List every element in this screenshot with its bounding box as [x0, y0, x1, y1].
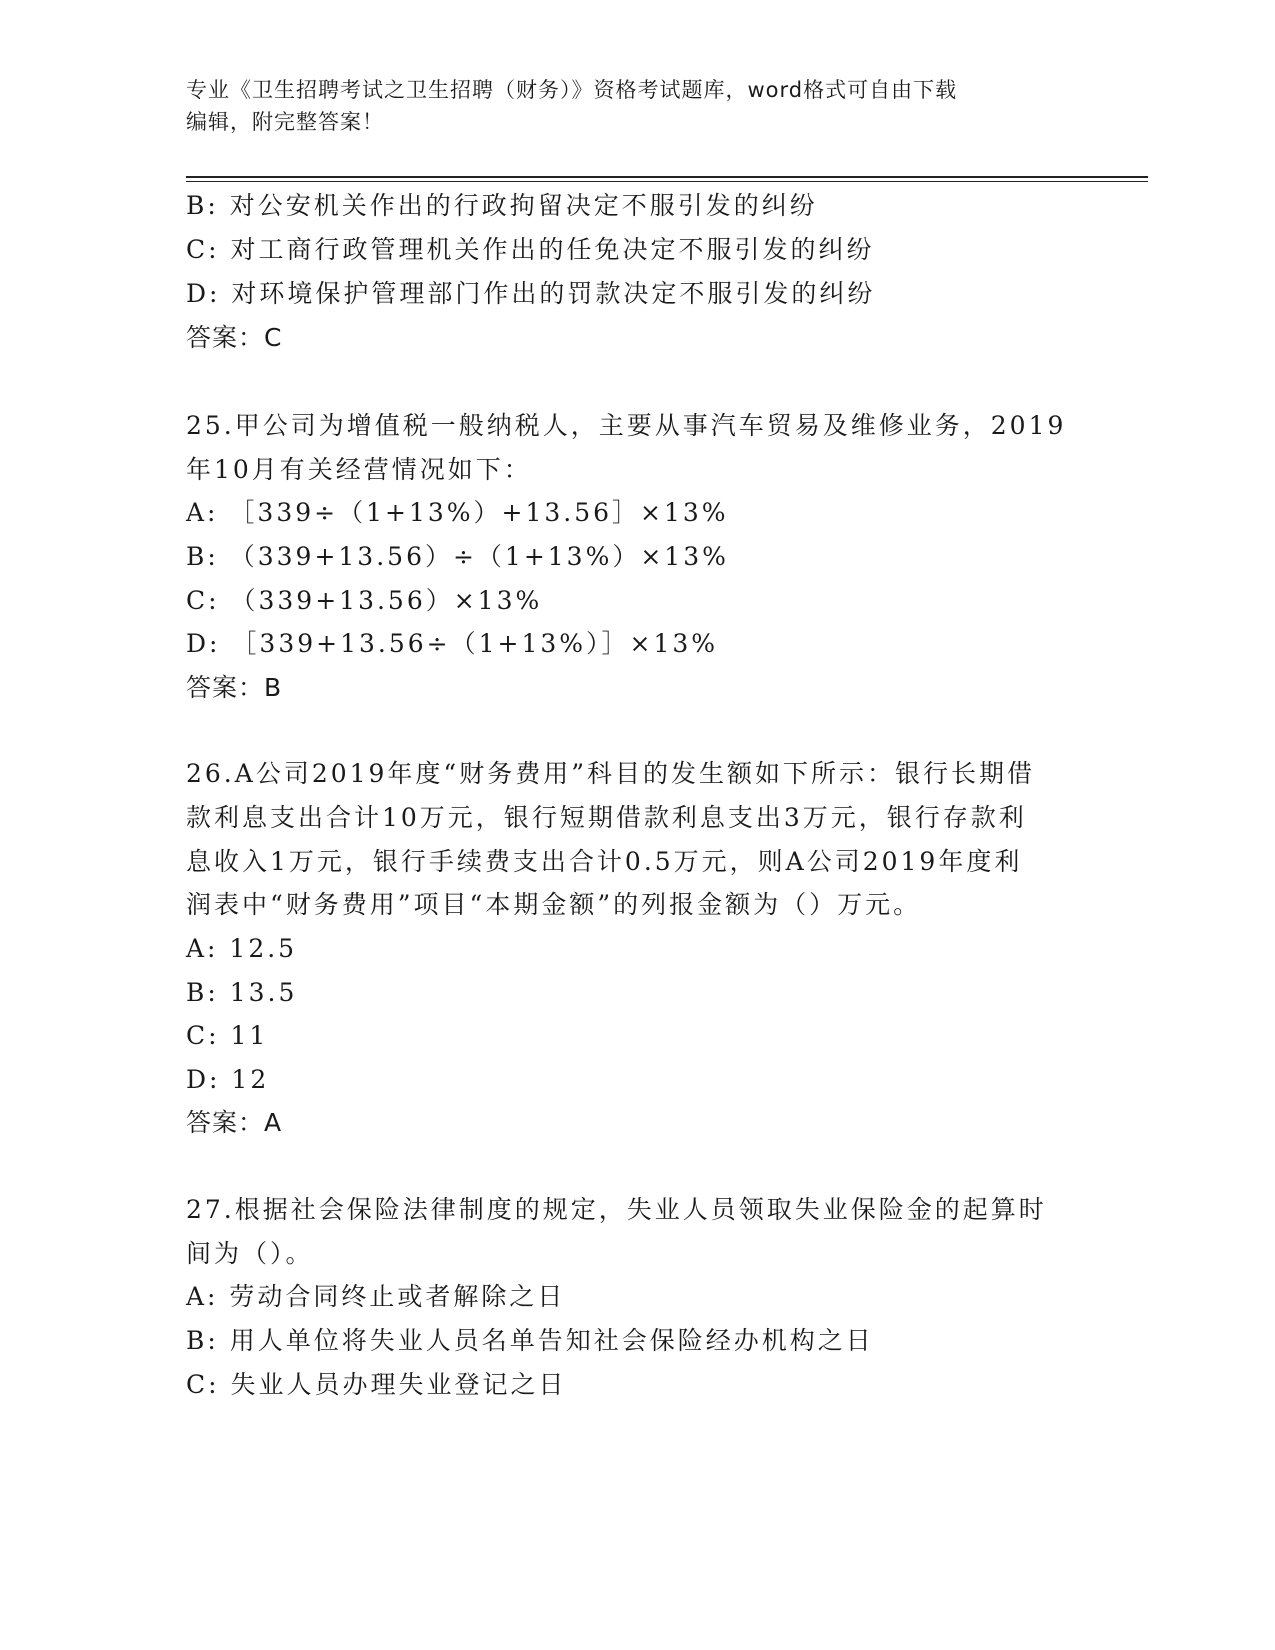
q24-answer: 答案：C — [186, 323, 283, 352]
q26-stem-line-3: 息收入1万元，银行手续费支出合计0.5万元，则A公司2019年度利 — [186, 847, 1023, 876]
q24-option-b: B: 对公安机关作出的行政拘留决定不服引发的纠纷 — [186, 191, 818, 220]
q27-stem-line-1: 27.根据社会保险法律制度的规定，失业人员领取失业保险金的起算时 — [186, 1195, 1047, 1224]
header-rule-thin — [186, 181, 1148, 182]
header-line-2: 编辑，附完整答案！ — [186, 110, 384, 134]
q25-option-b: B: （339+13.56）÷（1+13%）×13% — [186, 542, 729, 571]
q26-option-a: A: 12.5 — [186, 934, 298, 963]
q25-stem-line-2: 年10月有关经营情况如下： — [186, 455, 532, 484]
q26-option-c: C: 11 — [186, 1021, 269, 1050]
q27-stem-line-2: 间为（）。 — [186, 1239, 314, 1268]
header-line-1: 专业《卫生招聘考试之卫生招聘（财务）》资格考试题库，word格式可自由下载 — [186, 78, 958, 102]
q27-option-b: B: 用人单位将失业人员名单告知社会保险经办机构之日 — [186, 1326, 874, 1355]
q25-option-c: C: （339+13.56）×13% — [186, 586, 543, 615]
q24-option-d: D: 对环境保护管理部门作出的罚款决定不服引发的纠纷 — [186, 279, 876, 308]
q26-answer: 答案：A — [186, 1108, 283, 1137]
q27-option-c: C: 失业人员办理失业登记之日 — [186, 1370, 567, 1399]
q25-option-d: D: ［339+13.56÷（1+13%）］×13% — [186, 629, 719, 658]
q26-stem-line-2: 款利息支出合计10万元，银行短期借款利息支出3万元，银行存款利 — [186, 803, 1027, 832]
q25-stem-line-1: 25.甲公司为增值税一般纳税人，主要从事汽车贸易及维修业务，2019 — [186, 411, 1067, 440]
q26-option-b: B: 13.5 — [186, 978, 298, 1007]
q25-option-a: A: ［339÷（1+13%）+13.56］×13% — [186, 498, 729, 527]
header-rule-thick — [186, 176, 1148, 178]
q26-option-d: D: 12 — [186, 1065, 270, 1094]
q25-answer: 答案：B — [186, 673, 283, 702]
q24-option-c: C: 对工商行政管理机关作出的任免决定不服引发的纠纷 — [186, 235, 875, 264]
q26-stem-line-1: 26.A公司2019年度“财务费用”科目的发生额如下所示：银行长期借 — [186, 759, 1035, 788]
q27-option-a: A: 劳动合同终止或者解除之日 — [186, 1282, 566, 1311]
q26-stem-line-4: 润表中“财务费用”项目“本期金额”的列报金额为（）万元。 — [186, 890, 922, 919]
document-header — [186, 74, 1086, 138]
